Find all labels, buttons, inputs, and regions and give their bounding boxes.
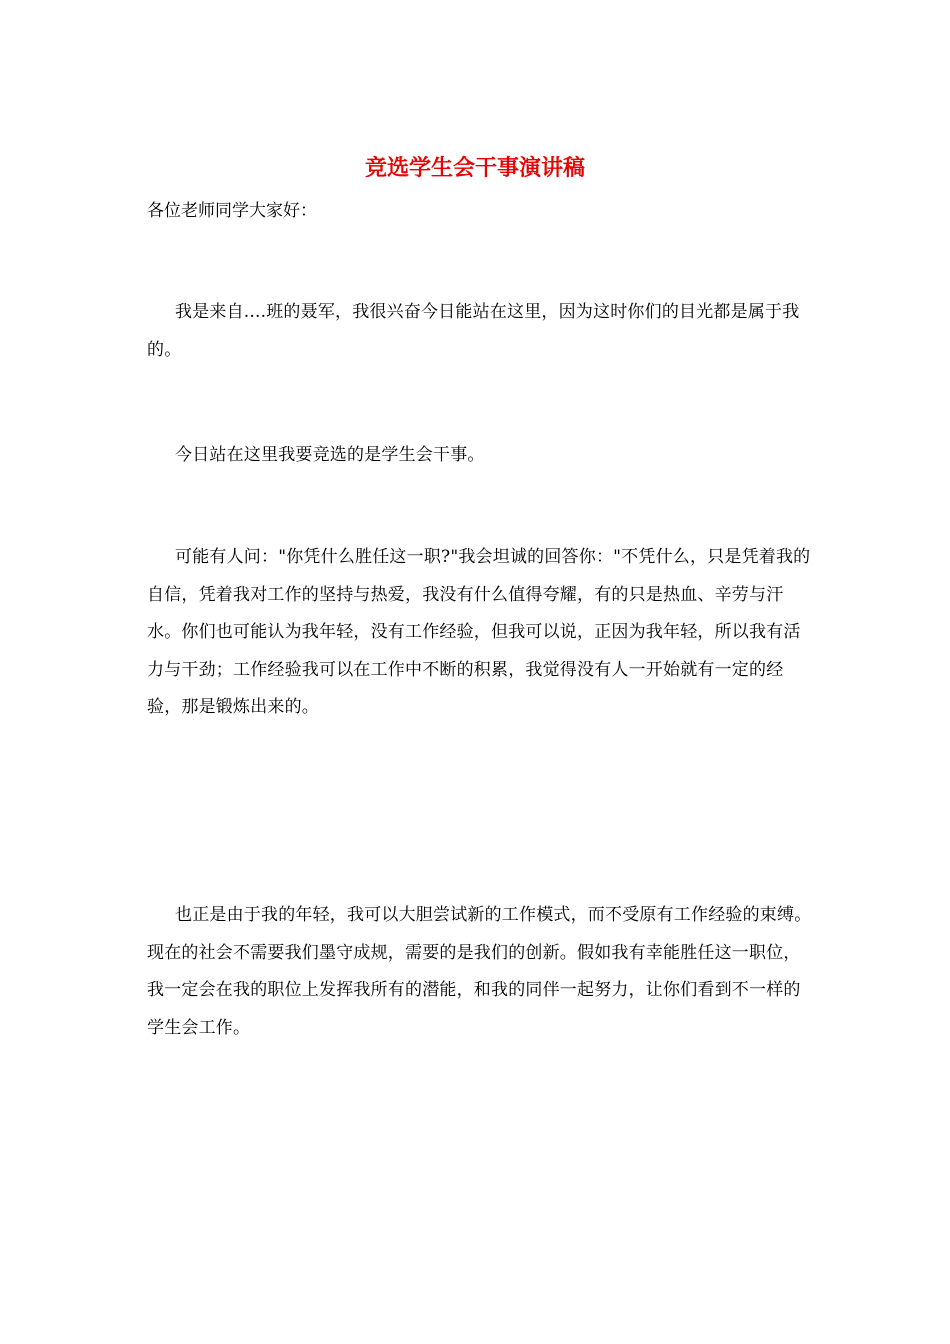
paragraph-4: 也正是由于我的年轻，我可以大胆尝试新的工作模式，而不受原有工作经验的束缚。现在的社会不需要我们墨守成规，需要的是我们的创新。假如我有幸能胜任这一职位，我一定会在我的职位上发挥我所有的潜能，和我的同伴一起努力，让你们看到不一样的学生会工作。 <box>147 905 812 1038</box>
paragraph-2: 今日站在这里我要竞选的是学生会干事。 <box>175 445 485 465</box>
document-title: 竞选学生会干事演讲稿 <box>364 155 585 181</box>
greeting-line: 各位老师同学大家好： <box>147 201 317 221</box>
paragraph-1: 我是来自....班的聂军，我很兴奋今日能站在这里，因为这时你们的目光都是属于我的。 <box>147 302 800 360</box>
paragraph-3: 可能有人问："你凭什么胜任这一职?"我会坦诚的回答你："不凭什么，只是凭着我的自信，凭着我对工作的坚持与热爱，我没有什么值得夸耀，有的只是热血、辛劳与汗水。你们也可能认为我年轻，没有工作经验，但我可以说，正因为我年轻，所以我有活力与干劲；工作经验我可以在工作中不断的积累，我觉得没有人一开始就有一定的经验，那是锻炼出来的。 <box>147 547 811 717</box>
